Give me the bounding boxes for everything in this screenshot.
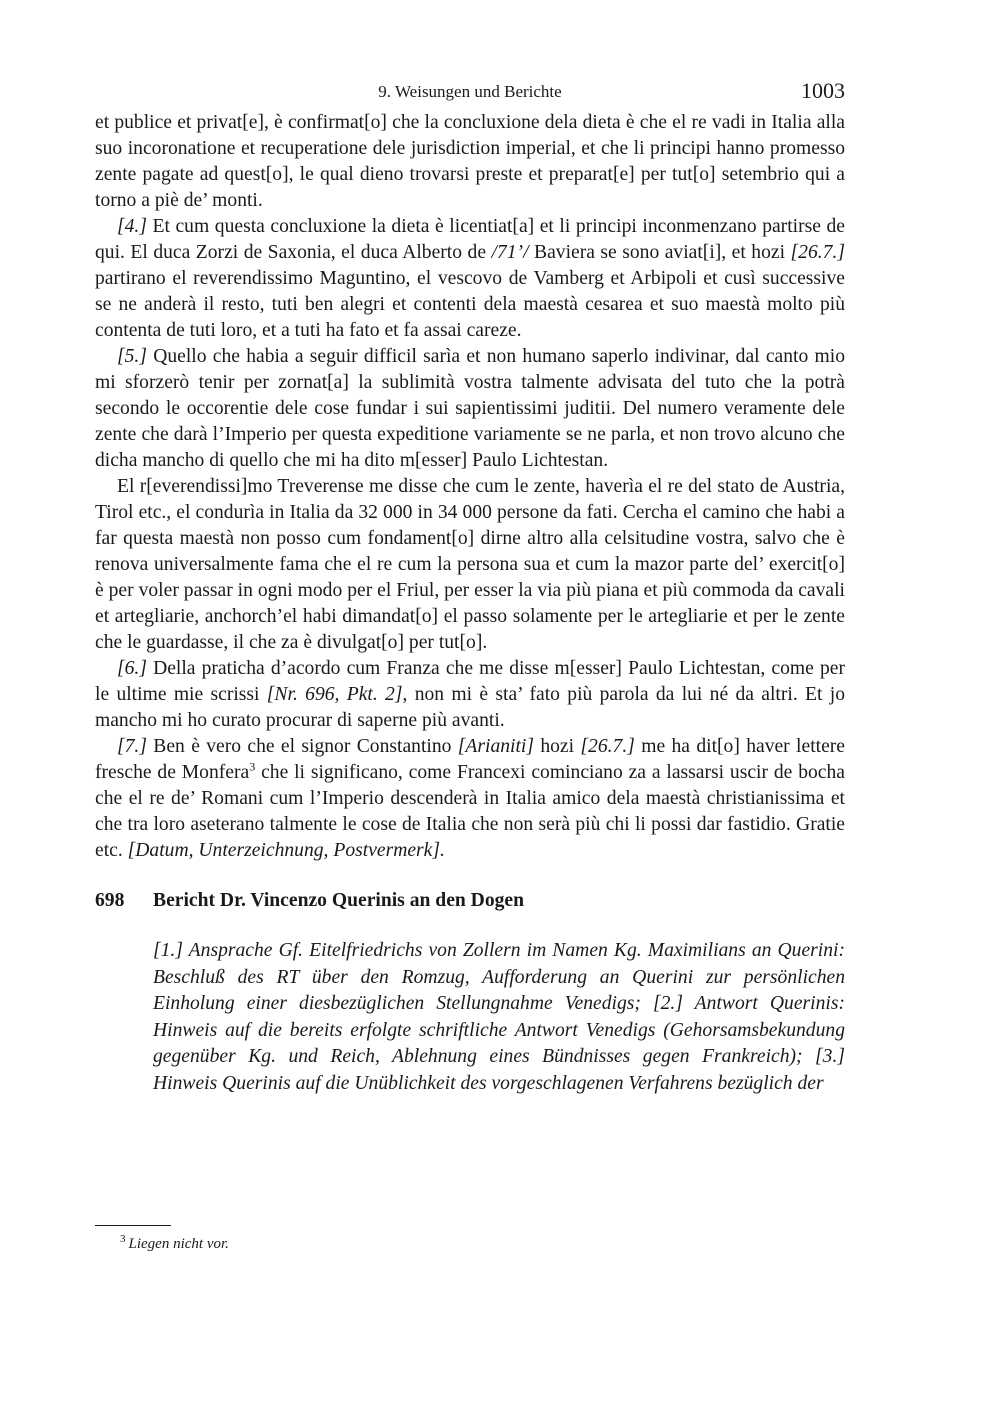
paragraph [95, 110, 845, 214]
document-number: 698 [95, 890, 125, 911]
text-run: Baviera se sono aviat[i], et hozi [528, 242, 791, 263]
editorial-note: [4.] [117, 216, 147, 237]
body-text [95, 110, 845, 864]
text-run: che li significano, come Francexi cominciano za a lassarsi uscir de bocha che el re de’ Romani cum l’Imperio descenderà in Italia amico dela maestà christianissima et che tra loro aseterano talmente le cose de Italia che non serà più chi li possi dar fastidio. Gratie etc. [95, 762, 845, 861]
text-run: , non mi è sta’ fato più parola da lui né da altri. Et jo mancho mi ho curato procurar di saperne più avanti. [95, 684, 845, 731]
running-head [95, 78, 845, 110]
page-number: 1003 [801, 78, 845, 103]
editorial-note: [Arianiti] [457, 736, 534, 757]
regest: [1.] Ansprache Gf. Eitelfriedrichs von Zollern im Namen Kg. Maximilians an Querini: Beschluß des RT über den Romzug, Aufforderung an Querini zur persönlichen Einholung einer diesbezüglichen Stellungnahme Venedigs; [2.] Antwort Querinis: Hinweis auf die bereits erfolgte schriftliche Antwort Venedigs (Gehorsamsbekundung gegenüber Kg. und Reich, Ablehnung eines Bündnisses gegen Frankreich); [3.] Hinweis Querinis auf die Unüblichkeit des vorgeschlagenen Verfahrens bezüglich der [153, 940, 845, 1094]
editorial-note: [Nr. 696, Pkt. 2] [266, 684, 403, 705]
paragraph [95, 474, 845, 656]
footnote [120, 1233, 229, 1253]
editorial-note: [26.7.] [580, 736, 635, 757]
editorial-note: [6.] [117, 658, 147, 679]
editorial-note: /71’/ [491, 242, 529, 263]
paragraph [95, 656, 845, 734]
text-run: Ben è vero che el signor Constantino [146, 736, 458, 757]
page [95, 78, 845, 1097]
editorial-note: [Datum, Unterzeichnung, Postvermerk]. [127, 840, 445, 861]
text-run: El r[everendissi]mo Treverense me disse che cum le zente, haverìa el re del stato de Austria, Tirol etc., el condurìa in Italia da 32 000 in 34 000 persone da fati. Cercha el camino che habi a far questa maestà non posso cum fondament[o] dirne altro alla celsitudine vostra, salvo che è renova universalmente fama che el re cum la persona sua et cum la mazor parte del’ exercit[o] è per voler passar in ogni modo per el Friul, per esser la via più piana et più commoda da cavali et artegliarie, anchorch’el habi dimandat[o] el passo solamente per le artegliarie et per le zente che le guardasse, il che za è divulgat[o] per tut[o]. [95, 476, 845, 653]
footnote-reference: 3 [249, 759, 256, 774]
text-run: Et cum questa concluxione la dieta è licentiat[a] et li principi inconmenzano partirse de qui. El duca Zorzi de Saxonia, el duca Alberto de [95, 216, 845, 263]
document-heading [95, 890, 845, 912]
paragraph [95, 734, 845, 864]
paragraph [95, 214, 845, 344]
text-run: et publice et privat[e], è confirmat[o] che la concluxione dela dieta è che el re vadi in Italia alla suo incoronatione et recuperatione dele jurisdiction imperial, et che li principi hanno promesso zente pagate ad quest[o], le qual dieno trovarsi preste et preparat[e] per tut[o] setembrio qui a torno a piè de’ monti. [95, 112, 845, 211]
footnote-mark: 3 [120, 1233, 126, 1245]
paragraph [95, 344, 845, 474]
text-run: hozi [534, 736, 581, 757]
editorial-note: [5.] [117, 346, 147, 367]
editorial-note: [26.7.] [790, 242, 845, 263]
text-run: Della praticha d’acordo cum Franza che me disse m[esser] Paulo Lichtestan, come per le ultime mie scrissi [95, 658, 845, 705]
footnote-text: Liegen nicht vor. [128, 1236, 229, 1252]
text-run: partirano el reverendissimo Maguntino, el vescovo de Vamberg et Arbipoli et cusì successive se ne anderà il resto, tuti ben alegri et contenti dela maestà cesarea et suo maestà molto più contenta de tuti loro, et a tuti ha fato et fa assai careze. [95, 268, 845, 341]
text-run: Quello che habia a seguir difficil sarìa et non humano saperlo indivinar, dal canto mio mi sforzerò tenir per zornat[a] la sublimità vostra talmente advisata del tuto che la potrà secondo le occorentie dele cose fundar i sui sapientissimi juditii. Del numero veramente dele zente che darà l’Imperio per questa expeditione variamente se ne parla, et non trovo alcuno che dicha mancho di quello che mi ha dito m[esser] Paulo Lichtestan. [95, 346, 845, 471]
footnote-divider [95, 1225, 171, 1226]
editorial-note: [7.] [117, 736, 147, 757]
document-title: Bericht Dr. Vincenzo Querinis an den Dogen [153, 890, 525, 911]
text-run: me ha dit[o] haver lettere fresche de Monfera [95, 736, 845, 783]
running-head-title: 9. Weisungen und Berichte [378, 82, 562, 101]
